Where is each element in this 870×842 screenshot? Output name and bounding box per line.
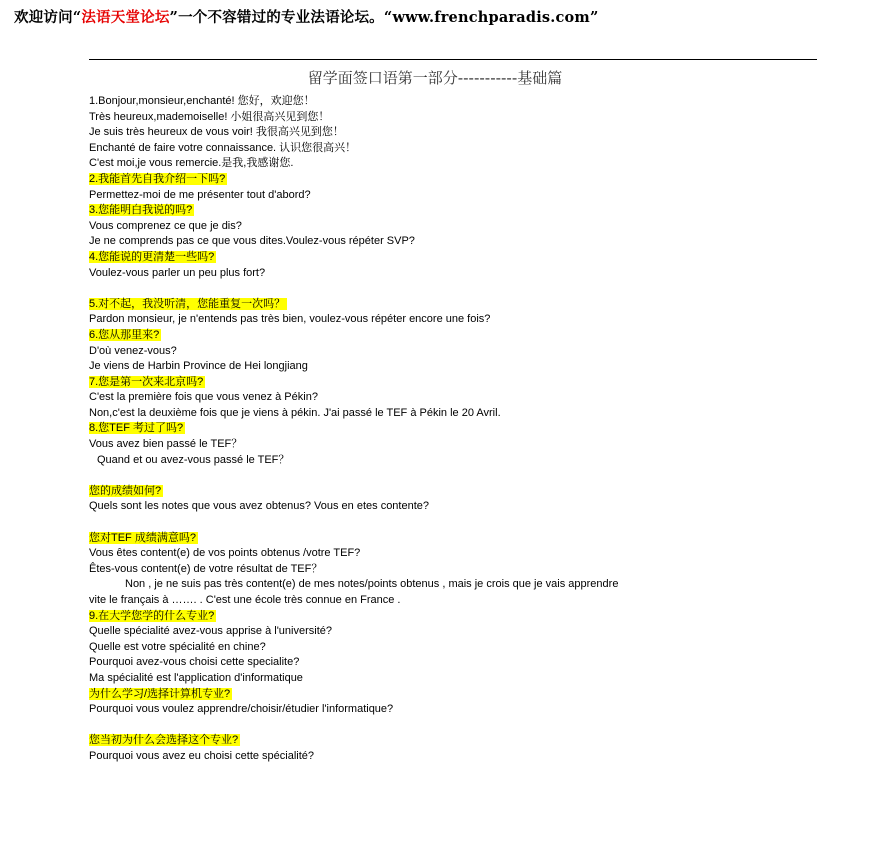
question-heading [89,484,829,500]
question-heading [89,375,829,391]
line-text: vite le français à ……. . C'est une école très connue en France . [89,594,401,606]
banner-suffix: ” [589,9,599,26]
question-heading [89,531,829,547]
line-text: Vous comprenez ce que je dis? [89,219,242,232]
line-text: 3.您能明白我说的吗? [89,204,193,217]
line-text: 9.在大学您学的什么专业? [89,609,215,622]
text-line [89,406,829,422]
line-text: 8.您TEF 考过了吗? [89,422,184,435]
text-line [89,453,829,469]
question-heading [89,328,829,344]
text-line [89,390,829,406]
blank-line [89,281,829,297]
text-line [89,344,829,360]
question-heading [89,687,829,703]
question-heading [89,421,829,437]
line-text: 6.您从那里来? [89,328,160,341]
line-text: Vous avez bien passé le TEF？ [89,438,243,451]
text-line [89,749,829,765]
blank-line [89,515,829,531]
line-text: 1.Bonjour,monsieur,enchanté! 您好，欢迎您！ [89,95,315,107]
line-text: 5.对不起，我没听清，您能重复一次吗？ [89,297,286,310]
line-text: Vous êtes content(e) de vos points obtenus /votre TEF? [89,547,361,560]
line-text: Je viens de Harbin Province de Hei longjiang [89,360,308,373]
document-title: 留学面签口语第一部分-----------基础篇 [307,69,563,87]
line-text: Quand et ou avez-vous passé le TEF？ [97,453,290,466]
question-heading [89,250,829,266]
line-text: Non , je ne suis pas très content(e) de mes notes/points obtenus , mais je crois que je vais apprendre [125,578,619,591]
text-line [89,624,829,640]
text-line [89,546,829,562]
header-rule [89,59,817,60]
blank-line [89,468,829,484]
blank-line [89,718,829,734]
line-text: 您对TEF 成绩满意吗? [89,531,196,544]
text-line [89,562,829,578]
question-heading [89,609,829,625]
line-text: 4.您能说的更清楚一些吗? [89,250,215,263]
text-line [89,593,829,609]
line-text: Très heureux,mademoiselle! 小姐很高兴见到您！ [89,110,330,123]
text-line [89,234,829,250]
text-line [89,141,829,157]
line-text: Voulez-vous parler un peu plus fort? [89,266,266,279]
question-heading [89,733,829,749]
site-banner [14,6,599,27]
text-line [89,94,829,110]
line-text: 2.我能首先自我介绍一下吗? [89,172,226,185]
text-line [89,640,829,656]
text-line [89,437,829,453]
text-line [89,655,829,671]
text-line [89,125,829,141]
text-line [89,156,829,172]
line-text: Ma spécialité est l'application d'informatique [89,671,303,684]
text-line [89,499,829,515]
text-line [89,266,829,282]
banner-url: www.frenchparadis.com [392,9,590,26]
text-line [89,702,829,718]
line-text: Pourquoi vous voulez apprendre/choisir/étudier l'informatique? [89,703,394,716]
text-line [89,671,829,687]
line-text: D'où venez-vous? [89,344,177,357]
line-text: Permettez-moi de me présenter tout d'abord? [89,188,311,201]
text-line [89,188,829,204]
line-text: Quelle spécialité avez-vous apprise à l'université? [89,625,333,638]
banner-site-name: 法语天堂论坛 [81,9,170,26]
line-text: Non,c'est la deuxième fois que je viens à pékin. J'ai passé le TEF à Pékin le 20 Avril. [89,406,501,419]
question-heading [89,203,829,219]
text-line [89,219,829,235]
line-text: Pourquoi vous avez eu choisi cette spécialité? [89,749,315,762]
line-text: Pardon monsieur, je n'entends pas très bien, voulez-vous répéter encore une fois? [89,313,491,326]
line-text: Enchanté de faire votre connaissance. 认识您很高兴！ [89,141,357,154]
banner-middle: ”一个不容错过的专业法语论坛。“ [169,9,393,26]
line-text: Je suis très heureux de vous voir! 我很高兴见到您！ [89,126,344,139]
text-line [89,110,829,126]
line-text: Êtes-vous content(e) de votre résultat de TEF？ [89,562,323,575]
text-line [89,359,829,375]
text-line [89,577,829,593]
text-line [89,312,829,328]
document-body [89,94,829,765]
question-heading [89,297,829,313]
line-text: C'est moi,je vous remercie.是我,我感谢您. [89,157,294,170]
line-text: Je ne comprends pas ce que vous dites.Voulez-vous répéter SVP? [89,235,415,248]
line-text: 您的成绩如何? [89,484,162,497]
line-text: 7.您是第一次来北京吗? [89,375,204,388]
line-text: 为什么学习/选择计算机专业? [89,687,231,700]
line-text: Quelle est votre spécialité en chine? [89,640,266,653]
line-text: C'est la première fois que vous venez à Pékin? [89,391,318,404]
line-text: 您当初为什么会选择这个专业? [89,734,239,747]
banner-prefix: 欢迎访问“ [14,9,82,26]
line-text: Pourquoi avez-vous choisi cette specialite? [89,656,300,669]
line-text: Quels sont les notes que vous avez obtenus? Vous en etes contente? [89,500,430,513]
question-heading [89,172,829,188]
